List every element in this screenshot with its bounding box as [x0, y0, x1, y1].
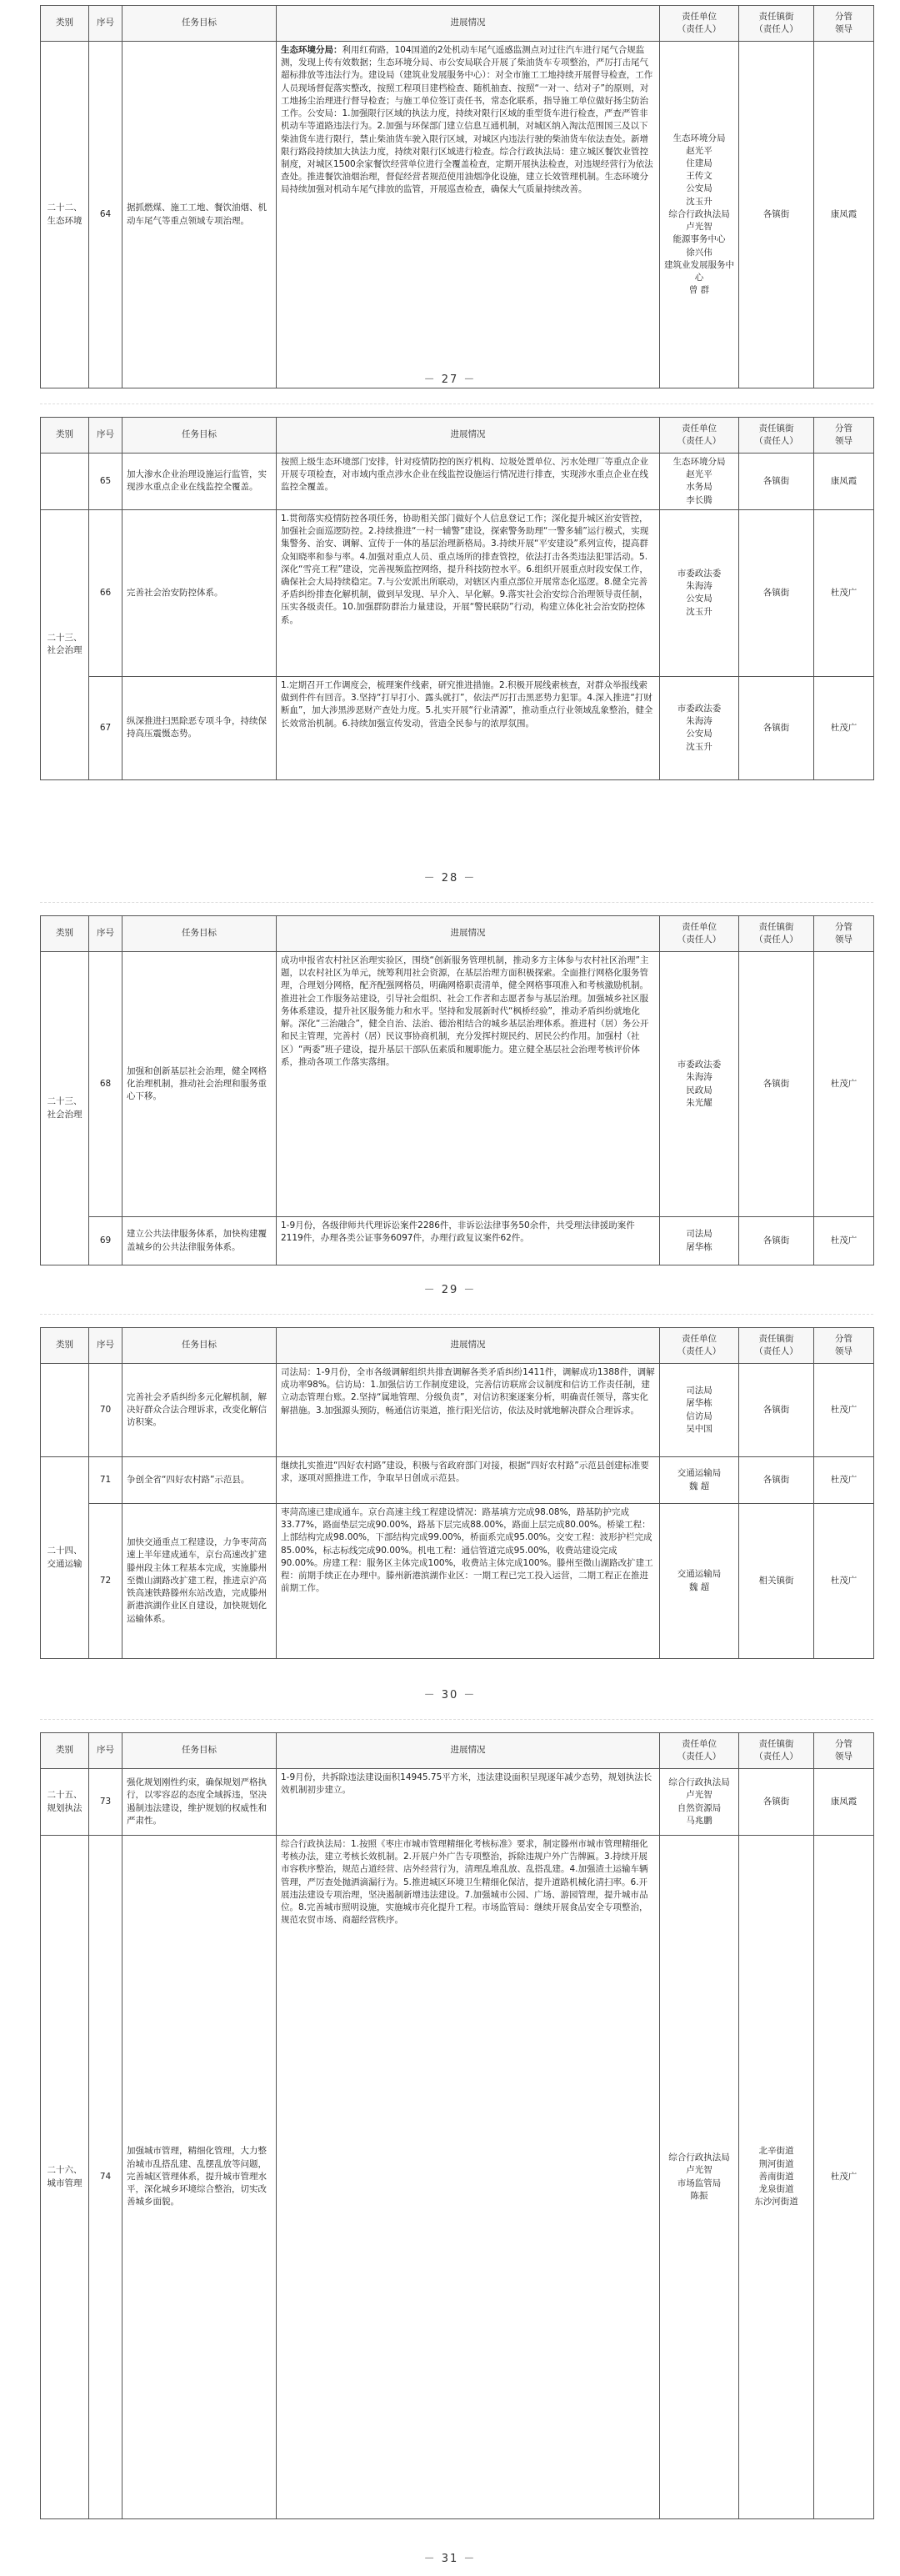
progress-cell: 1-9月份，各级律师共代理诉讼案件2286件，非诉讼法律事务50余件，共受理法律援助案件2119件，办理各类公证事务6097件，办理行政复议案件62件。	[277, 1217, 660, 1265]
category-cell: 二十三、社会治理	[41, 509, 89, 779]
table-header-row	[41, 1328, 874, 1364]
table-row	[41, 1457, 874, 1504]
progress-cell: 1.定期召开工作调度会，梳理案件线索，研究推进措施。2.积极开展线索核查，对群众举报线索做到件件有回音。3.坚持“打早打小、露头就打”，依法严厉打击黑恶势力犯罪。4.深入推进“打财断血”，加大涉黑涉恶财产查处力度。5.扎实开展“行业清源”，推动重点行业领域乱象整治，健全长效常治机制。6.持续加强宣传发动，营造全民参与的浓厚氛围。	[277, 676, 660, 779]
header-town: 责任镇街 （责任人）	[739, 1733, 814, 1769]
page-divider	[40, 1719, 873, 1720]
table-header-row	[41, 418, 874, 454]
progress-heading: 生态环境分局：	[281, 45, 342, 55]
page-divider	[40, 1314, 873, 1315]
category-cell: 二十五、规划执法	[41, 1769, 89, 1836]
number-cell: 67	[89, 676, 122, 779]
table-row	[41, 1769, 874, 1836]
number-cell: 73	[89, 1769, 122, 1836]
number-cell: 66	[89, 509, 122, 676]
table-row	[41, 1364, 874, 1457]
number-cell: 71	[89, 1457, 122, 1504]
table-row	[41, 1836, 874, 2519]
header-progress: 进展情况	[277, 418, 660, 454]
town-cell: 各镇街	[739, 42, 814, 388]
leader-cell: 杜茂广	[814, 509, 874, 676]
header-goal: 任务目标	[122, 1733, 277, 1769]
number-cell: 74	[89, 1836, 122, 2519]
header-number: 序号	[89, 6, 122, 42]
leader-cell: 杜茂广	[814, 1836, 874, 2519]
table-header-row	[41, 1733, 874, 1769]
number-cell: 70	[89, 1364, 122, 1457]
unit-cell: 综合行政执法局 卢光智 市场监管局 陈振	[660, 1836, 739, 2519]
goal-cell: 纵深推进扫黑除恶专项斗争，持续保持高压震慑态势。	[122, 676, 277, 779]
header-category: 类别	[41, 418, 89, 454]
goal-cell: 加强城市管理，精细化管理，大力整治城市乱搭乱建、乱摆乱放等问题，完善城区管理体系，提升城市管理水平，深化城乡环境综合整治，切实改善城乡面貌。	[122, 1836, 277, 2519]
header-category: 类别	[41, 1733, 89, 1769]
header-town: 责任镇街 （责任人）	[739, 1328, 814, 1364]
goal-cell: 完善社会治安防控体系。	[122, 509, 277, 676]
number-cell: 68	[89, 952, 122, 1217]
header-town: 责任镇街 （责任人）	[739, 916, 814, 952]
town-cell: 各镇街	[739, 952, 814, 1217]
task-table-5	[40, 1732, 874, 2519]
header-category: 类别	[41, 916, 89, 952]
table-row	[41, 42, 874, 388]
page-block-27	[40, 5, 873, 388]
header-unit: 责任单位 （责任人）	[660, 418, 739, 454]
page-number: － 29 －	[423, 1284, 477, 1296]
goal-cell: 据抓燃煤、施工工地、餐饮油烟、机动车尾气等重点领域专项治理。	[122, 42, 277, 388]
progress-text: 利用红荷路，104国道的2处机动车尾气遥感监测点对过往汽车进行尾气合规监测，发现上传有效数据；生态环境分局、市公安局联合开展了柴油货车专项整治，严厉打击尾气超标排放等违法行为。建设局（建筑业发展服务中心）：对全市施工工地持续开展督导检查，工作人员现场督促落实整改，按照工程项目建档检查、随机抽查、按照“一对一、结对子”的原则，对工地扬尘治理进行督导检查；与施工单位签订责任书，常态化联系，指导施工单位做好扬尘防治工作。公安局：1.加强限行区域的执法力度，持续对限行区域的重型货车进行检查，严查严管非机动车等道路违法行为。2.加强与环保部门建立信息互通机制，对城区纳入淘汰范围国三及以下柴油货车进行限行，禁止柴油货车驶入限行区域，对城区内违法行驶的柴油货车依法查处。新增限行路段持续加大执法力度，持续对限行区域进行检查。综合行政执法局：建立城区餐饮业管控制度，对城区1500余家餐饮经营单位进行全覆盖检查，定期开展执法检查，对违规经营行为依法查处。推进餐饮油烟治理，督促经营者规范使用油烟净化设施，建立长效管理机制。生态环境分局持续加强对机动车尾气排放的监管，开展巡查检查，确保大气质量持续改善。	[281, 45, 653, 195]
progress-cell: 1.贯彻落实疫情防控各项任务，协助相关部门做好个人信息登记工作；深化提升城区治安管控，加强社会面巡逻防控。2.持续推进“一村一辅警”建设，探索警务助理“一警多辅”运行模式，实现集警务、治安、调解、宣传于一体的基层治理新格局。3.持续开展“平安建设”系列宣传，提高群众知晓率和参与率。4.加强对重点人员、重点场所的排查管控，依法打击各类违法犯罪活动。5.深化“雪亮工程”建设，完善视频监控网络，提升科技防控水平。6.组织开展重点时段安保工作，确保社会大局持续稳定。7.与公安派出所联动，对辖区内重点部位开展常态化巡逻。8.健全完善矛盾纠纷排查化解机制，做到早发现、早介入、早化解。9.落实社会治安综合治理领导责任制，压实各级责任。10.加强群防群治力量建设，开展“警民联防”行动，构建立体化社会治安防控体系。	[277, 509, 660, 676]
progress-cell: 司法局：1-9月份，全市各级调解组织共排查调解各类矛盾纠纷1411件，调解成功1388件，调解成功率98%。信访局：1.加强信访工作制度建设，完善信访联席会议制度和信访工作责任制，建立动态管理台账。2.坚持“属地管理、分级负责”，对信访积案逐案分析，明确责任领导，落实化解措施。3.加强源头预防，畅通信访渠道，推行阳光信访，依法及时就地解决群众合理诉求。	[277, 1364, 660, 1457]
unit-cell: 市委政法委 朱海涛 公安局 沈玉升	[660, 676, 739, 779]
goal-cell: 争创全省“四好农村路”示范县。	[122, 1457, 277, 1504]
page-number: － 31 －	[423, 2553, 477, 2565]
page-block-30	[40, 1327, 873, 1659]
table-row	[41, 1504, 874, 1659]
task-table-1	[40, 5, 874, 388]
town-cell: 各镇街	[739, 1217, 814, 1265]
unit-cell: 司法局 屠华栋 信访局 吴中国	[660, 1364, 739, 1457]
progress-cell: 成功申报省农村社区治理实验区，围绕“创新服务管理机制，推动多方主体参与农村社区治理”主题，以农村社区为单元，统筹利用社会资源，在基层治理方面积极探索。全面推行网格化服务管理，合理划分网格，配齐配强网格员，明确网格职责清单，健全网格事项准入和考核激励机制。推进社会工作服务站建设，引导社会组织、社会工作者和志愿者参与基层治理。加强城乡社区服务体系建设，提升社区服务能力和水平。坚持和发展新时代“枫桥经验”，推动矛盾纠纷就地化解。深化“三治融合”，健全自治、法治、德治相结合的城乡基层治理体系。推进村（居）务公开和民主管理，完善村（居）民议事协商机制，充分发挥村规民约、居民公约作用。加强村（社区）“两委”班子建设，提升基层干部队伍素质和履职能力。建立健全基层社会治理考核评价体系，推动各项工作落实落细。	[277, 952, 660, 1217]
goal-cell: 加快交通重点工程建设，力争枣菏高速上半年建成通车，京台高速改扩建滕州段主体工程基本完成，实施滕州至微山湖路改扩建工程，推进京沪高铁高速铁路滕州东站改造，完成滕州新港滨湖作业区自建设，加快规划化运输体系。	[122, 1504, 277, 1659]
leader-cell: 康凤霞	[814, 42, 874, 388]
page-block-28	[40, 417, 873, 780]
header-leader: 分管 领导	[814, 6, 874, 42]
unit-cell: 司法局 屠华栋	[660, 1217, 739, 1265]
header-unit: 责任单位 （责任人）	[660, 916, 739, 952]
header-leader: 分管 领导	[814, 916, 874, 952]
header-unit: 责任单位 （责任人）	[660, 1733, 739, 1769]
goal-cell: 加大渗水企业治理设施运行监管，实现涉水重点企业在线监控全覆盖。	[122, 454, 277, 510]
header-unit: 责任单位 （责任人）	[660, 1328, 739, 1364]
table-row	[41, 454, 874, 510]
category-cell: 二十二、生态环境	[41, 42, 89, 388]
town-cell: 各镇街	[739, 454, 814, 510]
page-block-31	[40, 1732, 873, 2519]
header-town: 责任镇街 （责任人）	[739, 418, 814, 454]
header-unit: 责任单位 （责任人）	[660, 6, 739, 42]
unit-cell: 交通运输局 魏 超	[660, 1457, 739, 1504]
leader-cell: 杜茂广	[814, 1457, 874, 1504]
header-number: 序号	[89, 1733, 122, 1769]
leader-cell: 杜茂广	[814, 676, 874, 779]
page-number: － 30 －	[423, 1689, 477, 1701]
page-divider	[40, 902, 873, 903]
progress-cell	[277, 42, 660, 388]
header-number: 序号	[89, 418, 122, 454]
town-cell: 北辛街道 荆河街道 善南街道 龙泉街道 东沙河街道	[739, 1836, 814, 2519]
number-cell: 65	[89, 454, 122, 510]
task-table-3	[40, 915, 874, 1265]
header-category: 类别	[41, 6, 89, 42]
header-goal: 任务目标	[122, 1328, 277, 1364]
progress-cell: 1-9月份，共拆除违法建设面积14945.75平方米，违法建设面积呈现逐年减少态势，规划执法长效机制初步建立。	[277, 1769, 660, 1836]
table-row	[41, 952, 874, 1217]
header-leader: 分管 领导	[814, 1733, 874, 1769]
progress-cell: 综合行政执法局：1.按照《枣庄市城市管理精细化考核标准》要求，制定滕州市城市管理精细化考核办法，建立考核长效机制。2.开展户外广告专项整治，拆除违规户外广告牌匾。3.持续开展市容秩序整治，规范占道经营、店外经营行为，清理乱堆乱放、乱搭乱建。4.加强渣土运输车辆管理，严厉查处抛洒滴漏行为。5.推进城区环境卫生精细化保洁，提升道路机械化清扫率。6.开展违法建设专项治理，坚决遏制新增违法建设。7.加强城市公园、广场、游园管理，提升城市品位。8.完善城市照明设施，实施城市亮化提升工程。市场监管局：继续开展食品安全专项整治，规范农贸市场、商超经营秩序。	[277, 1836, 660, 2519]
town-cell: 各镇街	[739, 1769, 814, 1836]
goal-cell: 建立公共法律服务体系，加快构建覆盖城乡的公共法律服务体系。	[122, 1217, 277, 1265]
unit-cell: 市委政法委 朱海涛 公安局 沈玉升	[660, 509, 739, 676]
leader-cell: 康凤霞	[814, 1769, 874, 1836]
page-number: － 27 －	[423, 373, 477, 386]
category-cell-blank	[41, 1364, 89, 1457]
town-cell: 各镇街	[739, 676, 814, 779]
header-goal: 任务目标	[122, 418, 277, 454]
leader-cell: 杜茂广	[814, 952, 874, 1217]
leader-cell: 杜茂广	[814, 1504, 874, 1659]
number-cell: 69	[89, 1217, 122, 1265]
header-goal: 任务目标	[122, 6, 277, 42]
table-header-row	[41, 6, 874, 42]
header-number: 序号	[89, 916, 122, 952]
unit-cell: 综合行政执法局 卢光智 自然资源局 马兆鹏	[660, 1769, 739, 1836]
header-progress: 进展情况	[277, 916, 660, 952]
number-cell: 64	[89, 42, 122, 388]
header-progress: 进展情况	[277, 1328, 660, 1364]
progress-cell: 按照上级生态环境部门安排，针对疫情防控的医疗机构、垃圾处置单位、污水处理厂等重点企业开展专项检查，对市域内重点涉水企业在线监控设施运行情况进行排查，实现涉水重点企业在线监控全覆盖。	[277, 454, 660, 510]
table-row	[41, 1217, 874, 1265]
progress-cell: 继续扎实推进“四好农村路”建设，积极与省政府部门对接，根据“四好农村路”示范县创建标准要求，逐项对照推进工作，争取早日创成示范县。	[277, 1457, 660, 1504]
goal-cell: 加强和创新基层社会治理，健全网格化治理机制，推动社会治理和服务重心下移。	[122, 952, 277, 1217]
header-town: 责任镇街 （责任人）	[739, 6, 814, 42]
number-cell: 72	[89, 1504, 122, 1659]
unit-cell: 市委政法委 朱海涛 民政局 朱光耀	[660, 952, 739, 1217]
town-cell: 各镇街	[739, 509, 814, 676]
header-category: 类别	[41, 1328, 89, 1364]
unit-cell: 生态环境分局 赵光平 住建局 王传文 公安局 沈玉升 综合行政执法局 卢光智 能源事务中心 徐兴伟 建筑业发展服务中心 曾 群	[660, 42, 739, 388]
category-cell: 二十四、交通运输	[41, 1457, 89, 1659]
leader-cell: 杜茂广	[814, 1364, 874, 1457]
leader-cell: 杜茂广	[814, 1217, 874, 1265]
header-progress: 进展情况	[277, 6, 660, 42]
task-table-2	[40, 417, 874, 780]
category-cell: 二十六、城市管理	[41, 1836, 89, 2519]
category-cell: 二十三、社会治理	[41, 952, 89, 1265]
task-table-4	[40, 1327, 874, 1659]
progress-cell: 枣菏高速已建成通车。京台高速主线工程建设情况：路基填方完成98.08%，路基防护完成33.77%，路面垫层完成90.00%，路基下层完成88.00%，路面上层完成80.00%。桥梁工程：上部结构完成98.00%，下部结构完成99.00%，桥面系完成95.00%。交安工程：波形护栏完成85.00%，标志标线完成90.00%。机电工程：通信管道完成95.00%，收费站建设完成90.00%。房建工程：服务区主体完成100%，收费站主体完成100%。滕州至微山湖路改扩建工程：前期手续正在办理中。滕州新港滨湖作业区：一期工程已完工投入运营，二期工程正在推进前期工作。	[277, 1504, 660, 1659]
header-progress: 进展情况	[277, 1733, 660, 1769]
town-cell: 相关镇街	[739, 1504, 814, 1659]
leader-cell: 康凤霞	[814, 454, 874, 510]
unit-cell: 生态环境分局 赵光平 水务局 李长腾	[660, 454, 739, 510]
table-row	[41, 676, 874, 779]
unit-cell: 交通运输局 魏 超	[660, 1504, 739, 1659]
header-leader: 分管 领导	[814, 1328, 874, 1364]
header-leader: 分管 领导	[814, 418, 874, 454]
page-number: － 28 －	[423, 872, 477, 885]
header-number: 序号	[89, 1328, 122, 1364]
town-cell: 各镇街	[739, 1457, 814, 1504]
table-row	[41, 509, 874, 676]
town-cell: 各镇街	[739, 1364, 814, 1457]
goal-cell: 强化规划刚性约束，确保规划严格执行，以零容忍的态度全域拆违，坚决遏制违法建设，维护规划的权威性和严肃性。	[122, 1769, 277, 1836]
header-goal: 任务目标	[122, 916, 277, 952]
goal-cell: 完善社会矛盾纠纷多元化解机制，解决好群众合法合理诉求，改变化解信访积案。	[122, 1364, 277, 1457]
category-cell-blank	[41, 454, 89, 510]
table-header-row	[41, 916, 874, 952]
page-block-29	[40, 915, 873, 1265]
page-divider	[40, 403, 873, 404]
